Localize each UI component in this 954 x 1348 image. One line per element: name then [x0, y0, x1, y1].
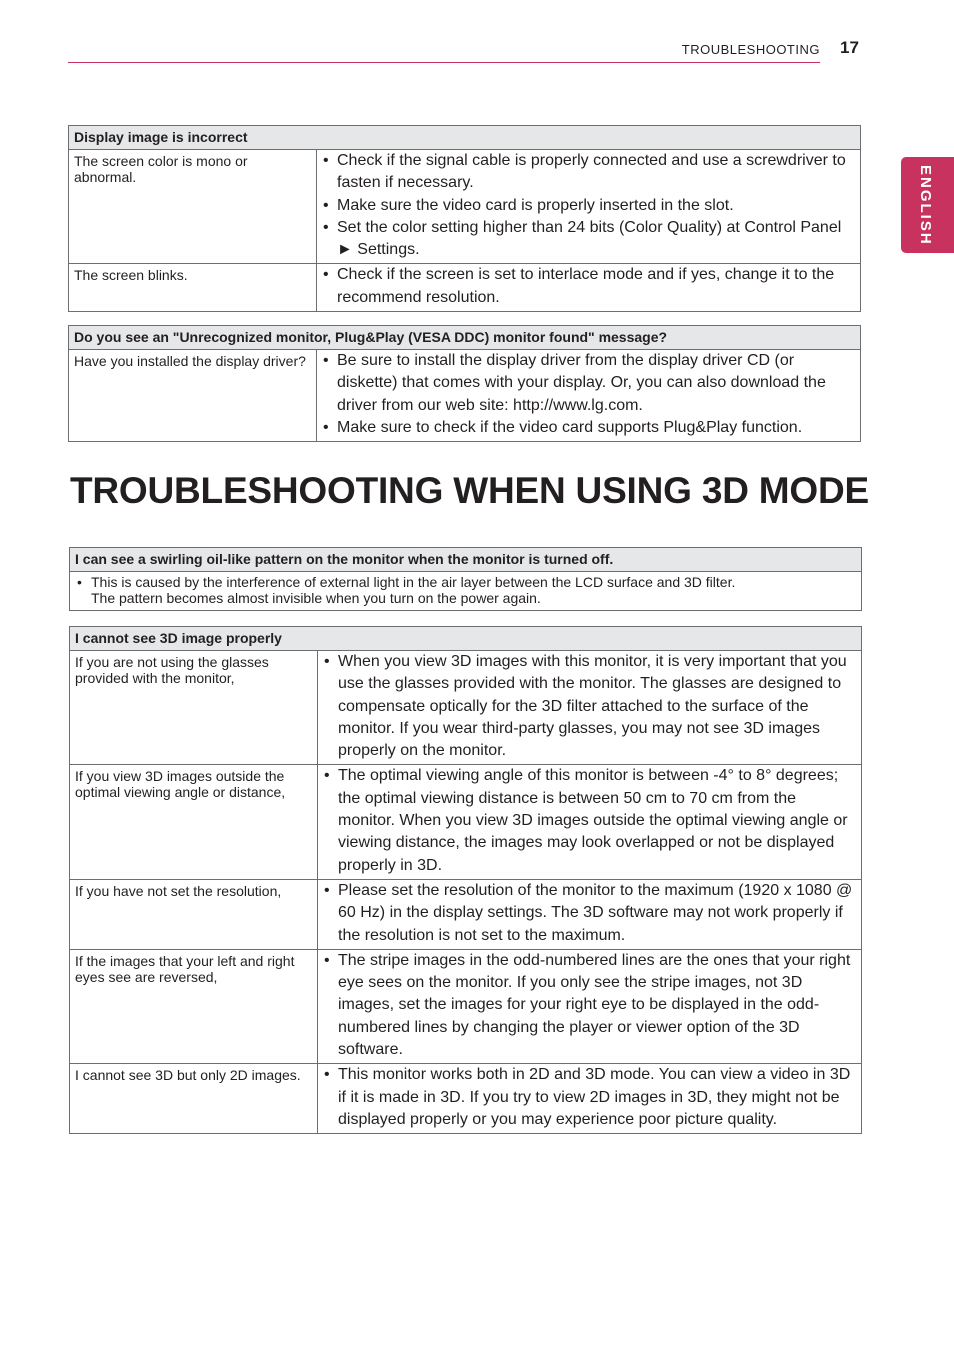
solution-item: • Please set the resolution of the monitor to the maximum (1920 x 1080 @ 60 Hz) in the display settings. The 3D software may not work properly if the resolution is not set to the maximum. — [322, 880, 857, 947]
table-row — [70, 1064, 862, 1134]
section-title: TROUBLESHOOTING WHEN USING 3D MODE — [70, 470, 869, 511]
table-row — [70, 765, 862, 879]
table-heading: Display image is incorrect — [69, 126, 861, 150]
solution-item: • Make sure to check if the video card supports Plug&Play function. — [321, 417, 856, 439]
page-header — [68, 38, 820, 63]
problem-cell: If the images that your left and right eyes see are reversed, — [70, 949, 318, 1063]
note-line: The pattern becomes almost invisible when you turn on the power again. — [91, 590, 541, 606]
table-heading: Do you see an "Unrecognized monitor, Plug&Play (VESA DDC) monitor found" message? — [69, 326, 861, 350]
solution-cell — [318, 949, 862, 1063]
table-3d-image-problems — [69, 626, 862, 1134]
note-line: This is caused by the interference of external light in the air layer between the LCD surface and 3D filter. — [91, 574, 736, 590]
table-row — [69, 350, 861, 442]
problem-cell: Have you installed the display driver? — [69, 350, 317, 442]
solution-item: • Make sure the video card is properly inserted in the slot. — [321, 195, 856, 217]
problem-cell: If you view 3D images outside the optimal viewing angle or distance, — [70, 765, 318, 879]
solution-item: • Be sure to install the display driver from the display driver CD (or diskette) that comes with your display. Or, you can also download the driver from our web site: http://www.lg.com. — [321, 350, 856, 417]
problem-cell: If you have not set the resolution, — [70, 879, 318, 949]
note-item — [75, 574, 856, 606]
solution-item: • Check if the signal cable is properly connected and use a screwdriver to fasten if necessary. — [321, 150, 856, 195]
problem-cell: The screen color is mono or abnormal. — [69, 150, 317, 264]
table-row — [69, 150, 861, 264]
solution-cell — [318, 765, 862, 879]
page-number: 17 — [840, 38, 859, 57]
solution-item: • The optimal viewing angle of this monitor is between -4° to 8° degrees; the optimal viewing distance is between 50 cm to 70 cm from the monitor. When you view 3D images outside the optimal viewing angle or viewing distance, the images may look overlapped or not be displayed properly in 3D. — [322, 765, 857, 876]
table-oil-pattern — [69, 547, 862, 611]
solution-item: • The stripe images in the odd-numbered lines are the ones that your right eye sees on the monitor. If you only see the stripe images, not 3D images, set the images for your right eye to be displayed in the odd-numbered lines by changing the player or viewer option of the 3D software. — [322, 950, 857, 1061]
table-heading: I can see a swirling oil-like pattern on the monitor when the monitor is turned off. — [70, 548, 862, 572]
table-row — [70, 651, 862, 765]
solution-item: • Check if the screen is set to interlace mode and if yes, change it to the recommend resolution. — [321, 264, 856, 309]
solution-cell — [317, 350, 861, 442]
solution-cell — [317, 264, 861, 312]
problem-cell: The screen blinks. — [69, 264, 317, 312]
solution-item: • When you view 3D images with this monitor, it is very important that you use the glasses provided with the monitor. The glasses are designed to compensate optically for the 3D filter attached to the surface of the monitor. If you wear third-party glasses, you may not see 3D images properly on the monitor. — [322, 651, 857, 762]
table-heading: I cannot see 3D image properly — [70, 627, 862, 651]
solution-cell — [318, 1064, 862, 1134]
problem-cell: I cannot see 3D but only 2D images. — [70, 1064, 318, 1134]
solution-item: • This monitor works both in 2D and 3D mode. You can view a video in 3D if it is made in 3D. If you try to view 2D images in 3D, they might not be displayed properly or you may experience poor picture quality. — [322, 1064, 857, 1131]
table-row — [69, 264, 861, 312]
problem-cell: If you are not using the glasses provided with the monitor, — [70, 651, 318, 765]
solution-cell — [317, 150, 861, 264]
solution-cell — [318, 651, 862, 765]
table-display-image-incorrect — [68, 125, 861, 312]
table-unrecognized-monitor — [68, 325, 861, 442]
note-cell — [70, 572, 862, 611]
table-row — [70, 572, 862, 611]
table-row — [70, 949, 862, 1063]
header-section-title: TROUBLESHOOTING — [681, 42, 820, 57]
language-tab-label: ENGLISH — [917, 165, 934, 246]
table-row — [70, 879, 862, 949]
language-tab — [901, 157, 954, 253]
solution-cell — [318, 879, 862, 949]
solution-item: • Set the color setting higher than 24 bits (Color Quality) at Control Panel ► Settings. — [321, 217, 856, 262]
